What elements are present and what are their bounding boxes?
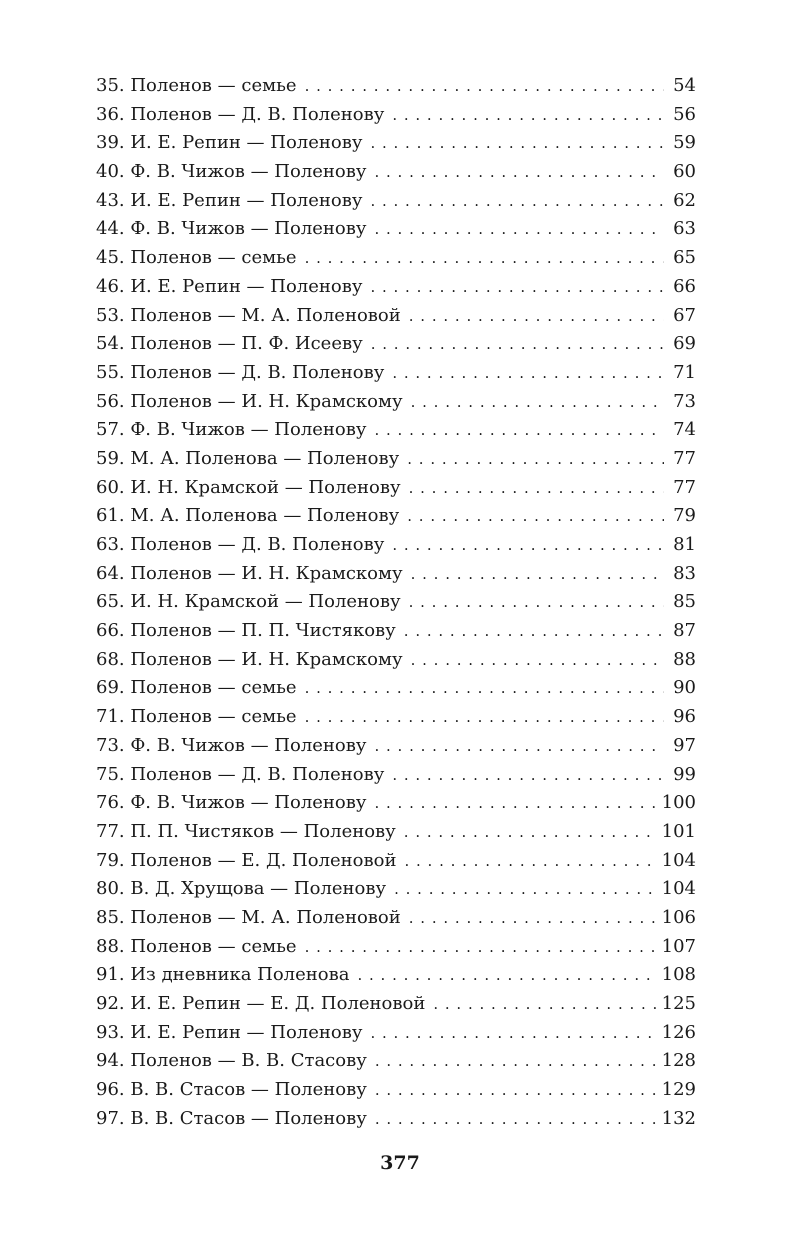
toc-entry-title: 79. Поленов — Е. Д. Поленовой — [96, 849, 397, 871]
toc-dot-leader — [404, 617, 664, 646]
toc-entry-title: 63. Поленов — Д. В. Поленову — [96, 534, 385, 555]
toc-dot-leader — [305, 674, 664, 703]
toc-dot-leader — [411, 646, 664, 675]
toc-entry — [96, 1105, 696, 1134]
toc-entry-title: 36. Поленов — Д. В. Поленову — [96, 103, 385, 125]
toc-entry-page: 99 — [673, 763, 696, 785]
toc-entry — [96, 674, 696, 703]
toc-entry — [96, 904, 696, 933]
toc-entry-page: 125 — [661, 993, 696, 1014]
toc-entry — [96, 359, 696, 388]
toc-dot-leader — [392, 531, 664, 560]
toc-entry-title: 56. Поленов — И. Н. Крамскому — [96, 390, 403, 412]
toc-dot-leader — [409, 474, 664, 503]
toc-dot-leader — [305, 72, 664, 101]
toc-entry-page: 96 — [673, 706, 696, 728]
toc-dot-leader — [394, 875, 658, 904]
toc-entry-title: 93. И. Е. Репин — Поленову — [96, 1021, 363, 1043]
toc-entry-page: 71 — [673, 361, 696, 383]
toc-entry — [96, 588, 696, 617]
toc-entry-page: 104 — [661, 878, 696, 900]
toc-entry-page: 81 — [673, 534, 696, 555]
toc-dot-leader — [370, 187, 664, 216]
toc-entry — [96, 732, 696, 761]
toc-dot-leader — [374, 158, 664, 187]
table-of-contents — [96, 72, 696, 1133]
toc-entry — [96, 646, 696, 675]
toc-entry-page: 65 — [673, 247, 696, 269]
toc-entry-page: 56 — [673, 103, 696, 125]
toc-dot-leader — [409, 904, 658, 933]
toc-dot-leader — [407, 445, 664, 474]
toc-entry — [96, 388, 696, 417]
toc-dot-leader — [407, 502, 664, 531]
toc-entry-title: 69. Поленов — семье — [96, 677, 297, 699]
toc-entry — [96, 560, 696, 589]
toc-entry-page: 79 — [673, 505, 696, 527]
toc-entry — [96, 158, 696, 187]
toc-dot-leader — [374, 789, 657, 818]
toc-entry-title: 97. В. В. Стасов — Поленову — [96, 1107, 367, 1129]
toc-entry-title: 76. Ф. В. Чижов — Поленову — [96, 792, 367, 814]
toc-dot-leader — [411, 560, 664, 589]
toc-dot-leader — [404, 847, 657, 876]
toc-entry — [96, 933, 696, 962]
toc-entry-title: 61. М. А. Поленова — Поленову — [96, 505, 400, 527]
toc-entry-page: 100 — [661, 792, 696, 814]
toc-dot-leader — [411, 388, 664, 417]
toc-entry — [96, 244, 696, 273]
toc-entry-page: 101 — [661, 820, 696, 842]
toc-entry — [96, 187, 696, 216]
toc-dot-leader — [374, 215, 664, 244]
toc-entry — [96, 703, 696, 732]
toc-entry-title: 46. И. Е. Репин — Поленову — [96, 275, 363, 297]
toc-entry-title: 54. Поленов — П. Ф. Исееву — [96, 333, 363, 355]
toc-entry-page: 60 — [673, 161, 696, 183]
toc-entry-page: 107 — [661, 935, 696, 957]
toc-entry — [96, 531, 696, 560]
toc-entry — [96, 761, 696, 790]
toc-entry — [96, 818, 696, 847]
toc-dot-leader — [392, 761, 664, 790]
toc-entry-title: 66. Поленов — П. П. Чистякову — [96, 620, 396, 642]
toc-entry — [96, 101, 696, 130]
toc-entry-title: 53. Поленов — М. А. Поленовой — [96, 304, 401, 326]
toc-entry — [96, 617, 696, 646]
toc-dot-leader — [392, 101, 664, 130]
toc-dot-leader — [371, 330, 664, 359]
toc-entry — [96, 789, 696, 818]
toc-entry-page: 108 — [661, 964, 696, 986]
toc-dot-leader — [374, 732, 664, 761]
toc-entry-page: 85 — [673, 591, 696, 613]
toc-entry-title: 68. Поленов — И. Н. Крамскому — [96, 648, 403, 670]
toc-entry-title: 73. Ф. В. Чижов — Поленову — [96, 734, 367, 756]
toc-entry-title: 45. Поленов — семье — [96, 247, 297, 269]
toc-entry — [96, 1019, 696, 1048]
toc-entry — [96, 847, 696, 876]
toc-entry — [96, 72, 696, 101]
toc-entry-title: 44. Ф. В. Чижов — Поленову — [96, 218, 367, 240]
toc-entry-page: 106 — [661, 906, 696, 928]
toc-entry-title: 71. Поленов — семье — [96, 706, 297, 728]
toc-entry — [96, 990, 696, 1019]
toc-entry — [96, 330, 696, 359]
page-number: 377 — [380, 1152, 420, 1174]
toc-entry-title: 91. Из дневника Поленова — [96, 964, 350, 986]
toc-entry-page: 77 — [673, 476, 696, 498]
toc-entry — [96, 1047, 696, 1076]
toc-entry — [96, 129, 696, 158]
toc-dot-leader — [392, 359, 664, 388]
toc-entry-title: 77. П. П. Чистяков — Поленову — [96, 820, 396, 842]
toc-dot-leader — [370, 129, 664, 158]
toc-entry-page: 74 — [673, 419, 696, 441]
toc-entry-page: 63 — [673, 218, 696, 240]
toc-entry-title: 75. Поленов — Д. В. Поленову — [96, 763, 385, 785]
toc-entry-page: 67 — [673, 304, 696, 326]
toc-entry-title: 64. Поленов — И. Н. Крамскому — [96, 562, 403, 584]
toc-entry-title: 94. Поленов — В. В. Стасову — [96, 1050, 367, 1072]
toc-entry-title: 65. И. Н. Крамской — Поленову — [96, 591, 401, 613]
toc-entry-title: 88. Поленов — семье — [96, 935, 297, 957]
toc-entry-page: 77 — [673, 447, 696, 469]
toc-entry — [96, 273, 696, 302]
toc-dot-leader — [409, 588, 664, 617]
toc-entry-page: 90 — [673, 677, 696, 699]
toc-dot-leader — [375, 1076, 658, 1105]
toc-entry — [96, 445, 696, 474]
toc-entry-page: 132 — [661, 1107, 696, 1129]
toc-entry — [96, 416, 696, 445]
toc-entry-page: 88 — [673, 648, 696, 670]
toc-entry-title: 60. И. Н. Крамской — Поленову — [96, 476, 401, 498]
toc-entry-title: 43. И. Е. Репин — Поленову — [96, 189, 363, 211]
toc-entry-title: 35. Поленов — семье — [96, 75, 297, 96]
toc-entry-title: 57. Ф. В. Чижов — Поленову — [96, 419, 367, 441]
toc-entry — [96, 215, 696, 244]
toc-entry-page: 66 — [673, 275, 696, 297]
toc-entry — [96, 302, 696, 331]
toc-dot-leader — [374, 416, 664, 445]
toc-dot-leader — [357, 961, 657, 990]
toc-dot-leader — [370, 1019, 657, 1048]
toc-entry-page: 83 — [673, 562, 696, 584]
toc-entry-page: 73 — [673, 390, 696, 412]
toc-entry-page: 59 — [673, 132, 696, 154]
toc-entry-page: 128 — [661, 1050, 696, 1072]
toc-entry-page: 126 — [661, 1021, 696, 1043]
toc-dot-leader — [404, 818, 658, 847]
toc-entry-page: 62 — [673, 189, 696, 211]
toc-dot-leader — [375, 1047, 658, 1076]
toc-entry-title: 92. И. Е. Репин — Е. Д. Поленовой — [96, 993, 426, 1014]
toc-entry-title: 85. Поленов — М. А. Поленовой — [96, 906, 401, 928]
toc-dot-leader — [370, 273, 664, 302]
toc-entry-title: 39. И. Е. Репин — Поленову — [96, 132, 363, 154]
toc-dot-leader — [305, 933, 658, 962]
toc-dot-leader — [375, 1105, 658, 1134]
toc-entry-title: 96. В. В. Стасов — Поленову — [96, 1079, 367, 1101]
toc-entry-page: 87 — [673, 620, 696, 642]
toc-dot-leader — [409, 302, 664, 331]
toc-dot-leader — [433, 990, 657, 1019]
toc-entry — [96, 875, 696, 904]
toc-entry-page: 129 — [661, 1079, 696, 1101]
toc-entry-title: 55. Поленов — Д. В. Поленову — [96, 361, 385, 383]
toc-entry-page: 69 — [673, 333, 696, 355]
toc-entry — [96, 502, 696, 531]
toc-dot-leader — [305, 244, 664, 273]
toc-entry-title: 40. Ф. В. Чижов — Поленову — [96, 161, 367, 183]
toc-entry — [96, 1076, 696, 1105]
toc-entry — [96, 961, 696, 990]
toc-entry-page: 104 — [661, 849, 696, 871]
toc-dot-leader — [305, 703, 664, 732]
toc-entry-title: 59. М. А. Поленова — Поленову — [96, 447, 400, 469]
toc-entry-title: 80. В. Д. Хрущова — Поленову — [96, 878, 387, 900]
toc-entry-page: 54 — [673, 75, 696, 96]
toc-entry-page: 97 — [673, 734, 696, 756]
toc-entry — [96, 474, 696, 503]
